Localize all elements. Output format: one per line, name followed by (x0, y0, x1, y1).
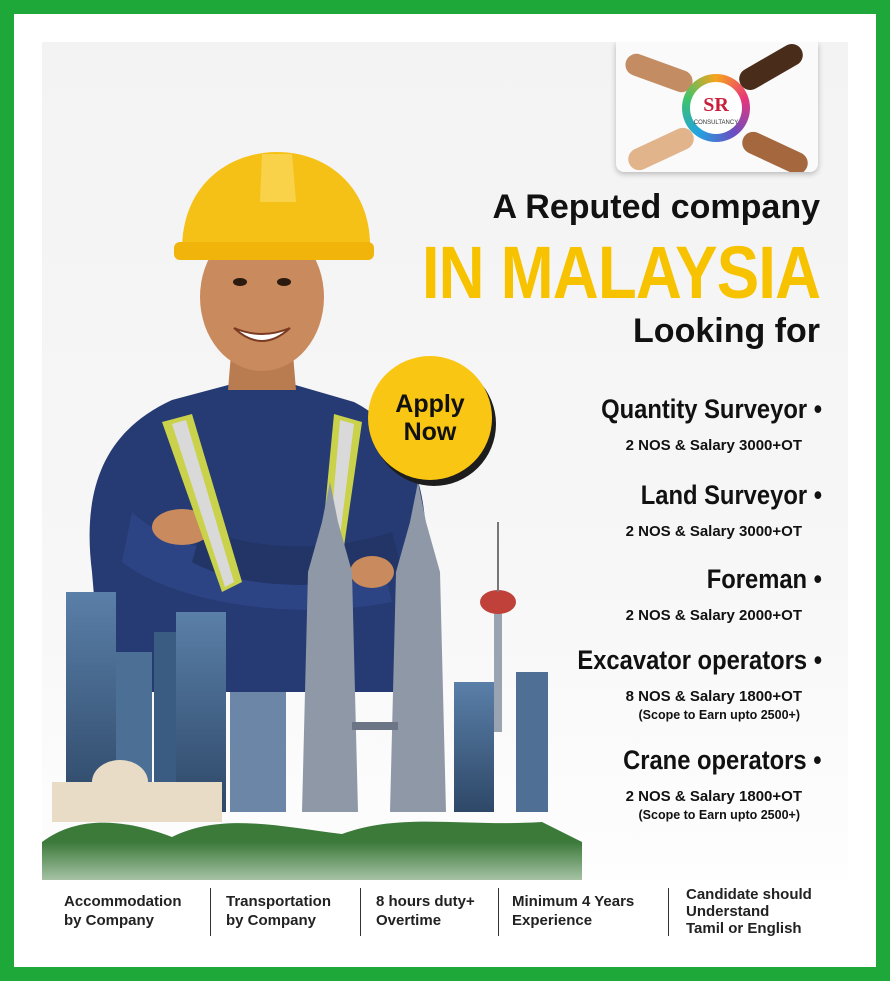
job-detail: 2 NOS & Salary 2000+OT (625, 607, 802, 624)
divider (360, 888, 361, 936)
job-note: (Scope to Earn upto 2500+) (638, 808, 800, 822)
apply-now-badge[interactable] (368, 356, 492, 480)
apply-label-line2: Now (403, 418, 457, 446)
headline-line2: IN MALAYSIA (421, 231, 820, 314)
sr-consultancy-logo (616, 42, 818, 172)
features-bar (42, 880, 848, 940)
divider (210, 888, 211, 936)
job-title: Land Surveyor • (640, 480, 822, 510)
job-detail: 8 NOS & Salary 1800+OT (625, 688, 802, 705)
logo-subtext: CONSULTANCY (693, 120, 739, 126)
feature-duty-hours: 8 hours duty+ Overtime (376, 893, 475, 929)
feature-accommodation: Accommodation by Company (64, 893, 182, 929)
headline-line1: A Reputed company (492, 188, 820, 226)
job-title: Quantity Surveyor • (601, 394, 822, 424)
kuala-lumpur-skyline (42, 482, 582, 912)
job-detail: 2 NOS & Salary 3000+OT (625, 523, 802, 540)
job-note: (Scope to Earn upto 2500+) (638, 708, 800, 722)
feature-experience: Minimum 4 Years Experience (512, 893, 635, 929)
divider (498, 888, 499, 936)
job-title: Crane operators • (623, 745, 822, 775)
job-detail: 2 NOS & Salary 3000+OT (625, 437, 802, 454)
apply-label-line1: Apply (395, 390, 465, 418)
headline-line3: Looking for (633, 312, 820, 350)
logo-letters: SR (703, 94, 729, 116)
job-detail: 2 NOS & Salary 1800+OT (625, 788, 802, 805)
job-poster (42, 42, 848, 940)
feature-transportation: Transportation by Company (226, 893, 332, 929)
feature-language: Candidate should Understand Tamil or English (686, 886, 812, 937)
job-title: Excavator operators • (577, 645, 822, 675)
divider (668, 888, 669, 936)
job-title: Foreman • (706, 564, 822, 594)
